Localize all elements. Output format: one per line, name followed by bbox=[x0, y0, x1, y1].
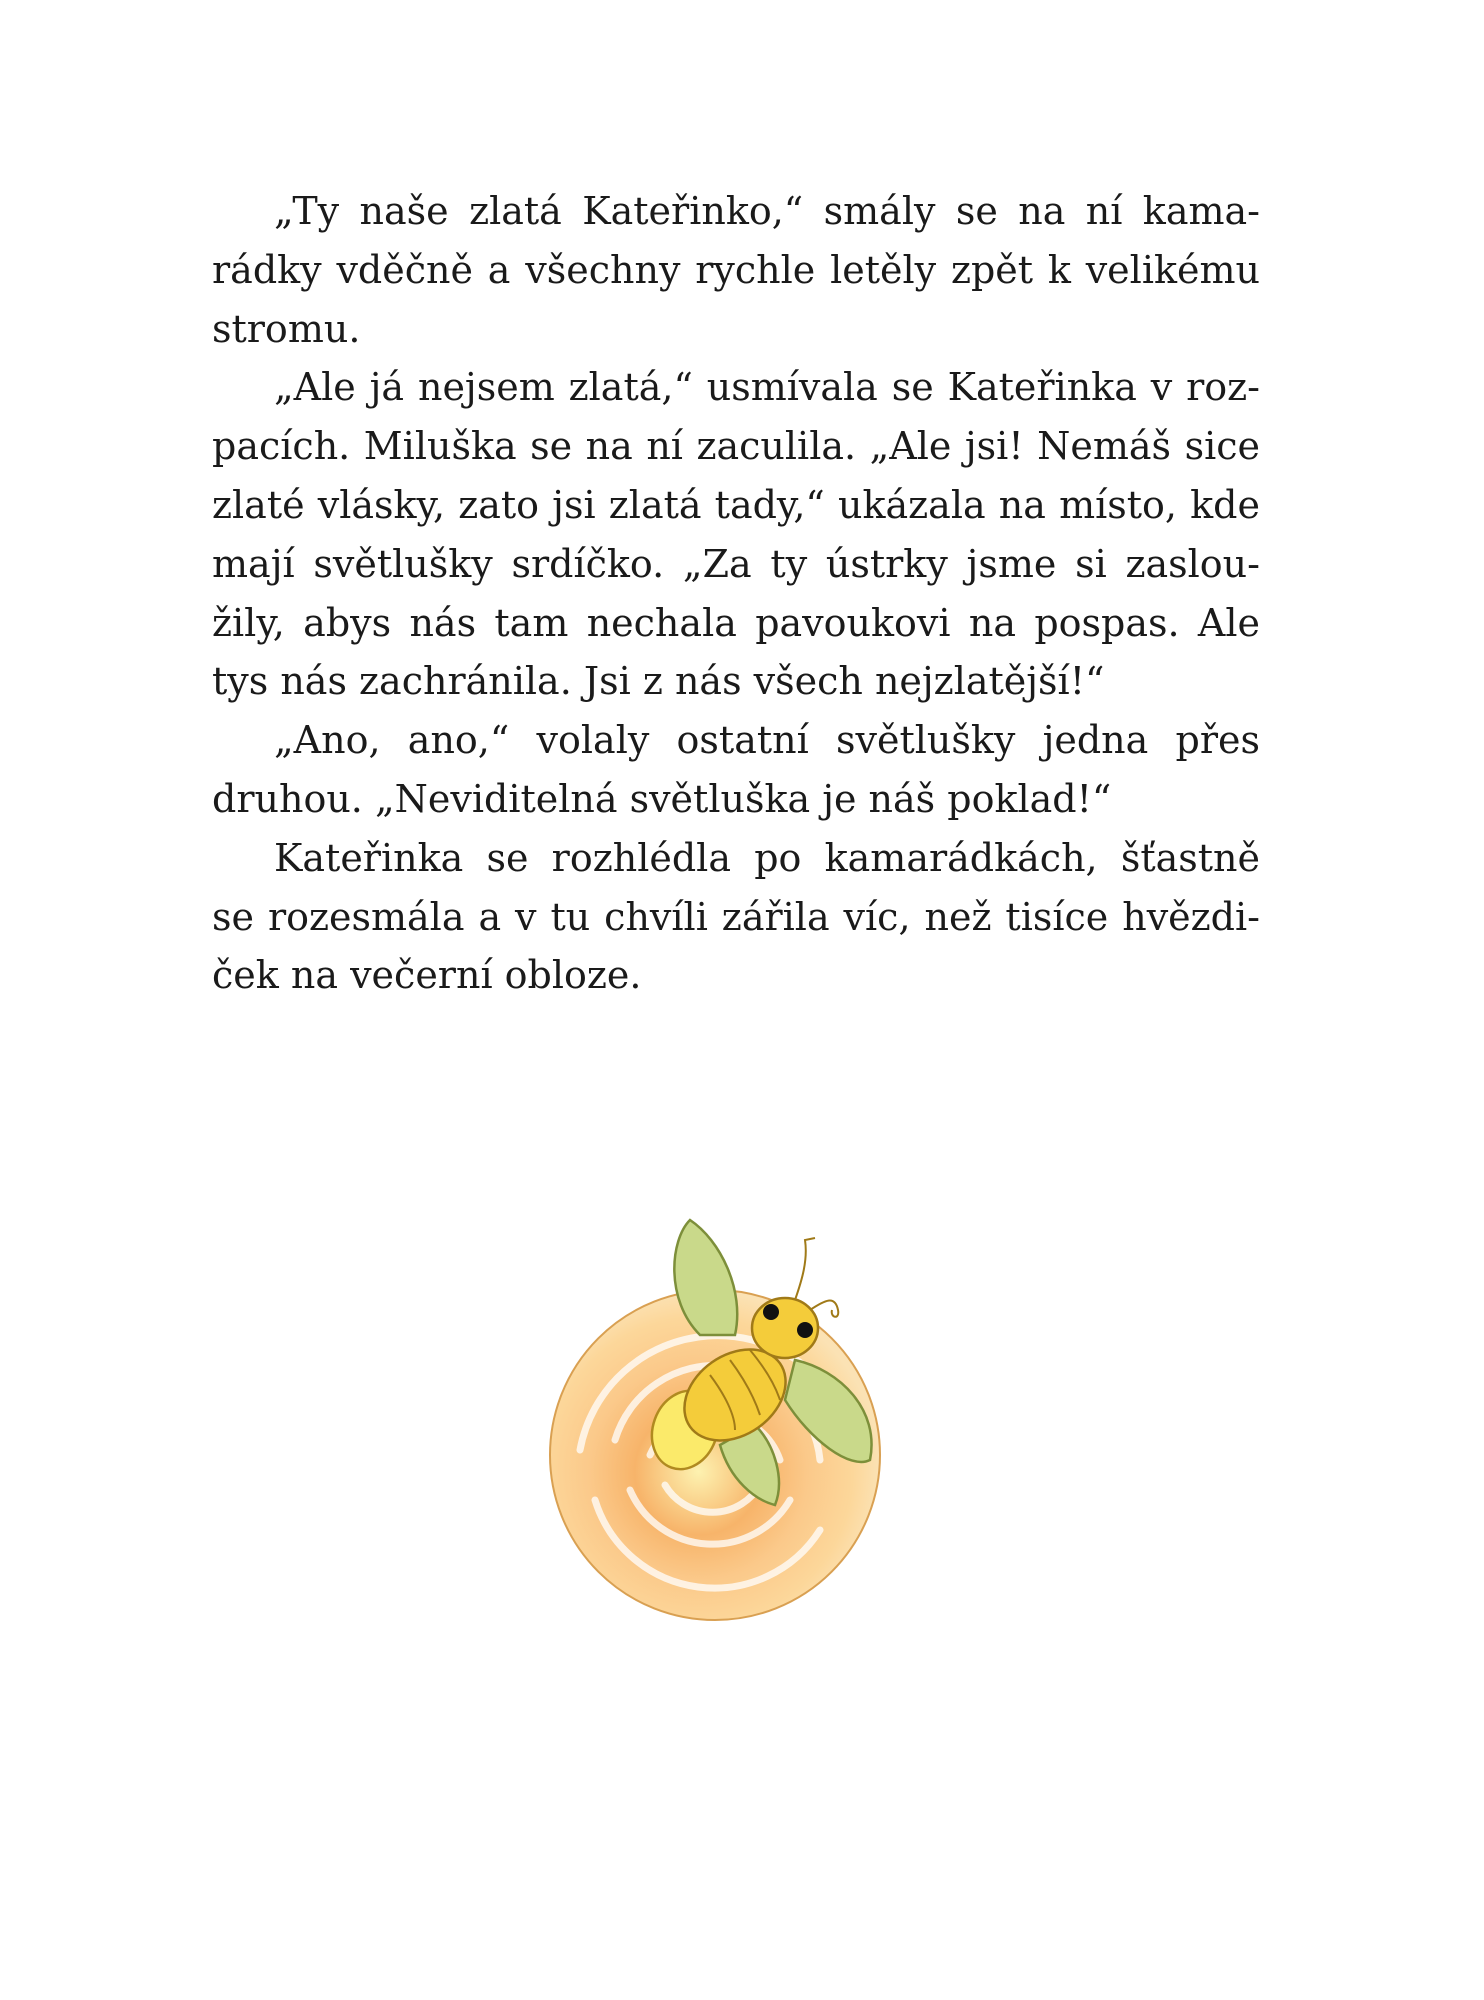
text-line: pacích. Miluška se na ní zaculila. „Ale jsi! Nemáš sice bbox=[212, 424, 1260, 469]
firefly-illustration bbox=[520, 1200, 970, 1640]
text-line: se rozesmála a v tu chvíli zářila víc, než tisíce hvězdi- bbox=[212, 894, 1260, 939]
text-line: „Ale já nejsem zlatá,“ usmívala se Kateřinka v roz- bbox=[274, 365, 1260, 410]
firefly-antenna bbox=[795, 1238, 815, 1300]
text-line: tys nás zachránila. Jsi z nás všech nejzlatější!“ bbox=[212, 659, 1105, 704]
text-line: „Ty naše zlatá Kateřinko,“ smály se na ní kama- bbox=[274, 189, 1260, 233]
text-line: rádky vděčně a všechny rychle letěly zpět k velikému bbox=[212, 247, 1260, 292]
text-line: Kateřinka se rozhlédla po kamarádkách, šťastně bbox=[274, 835, 1260, 880]
text-line: stromu. bbox=[212, 306, 361, 351]
firefly-glow-icon bbox=[520, 1200, 970, 1640]
glow-disc bbox=[550, 1290, 880, 1620]
text-line: žily, abys nás tam nechala pavoukovi na pospas. Ale bbox=[212, 600, 1260, 645]
story-text bbox=[212, 182, 1260, 1005]
text-line: druhou. „Neviditelná světluška je náš poklad!“ bbox=[212, 776, 1112, 821]
text-line: „Ano, ano,“ volaly ostatní světlušky jedna přes bbox=[274, 718, 1260, 763]
text-line: zlaté vlásky, zato jsi zlatá tady,“ ukázala na místo, kde bbox=[212, 482, 1260, 527]
text-line: ček na večerní obloze. bbox=[212, 953, 642, 998]
firefly-eye bbox=[763, 1304, 779, 1320]
text-line: mají světlušky srdíčko. „Za ty ústrky jsme si zaslou- bbox=[212, 541, 1260, 586]
firefly-eye bbox=[797, 1322, 813, 1338]
